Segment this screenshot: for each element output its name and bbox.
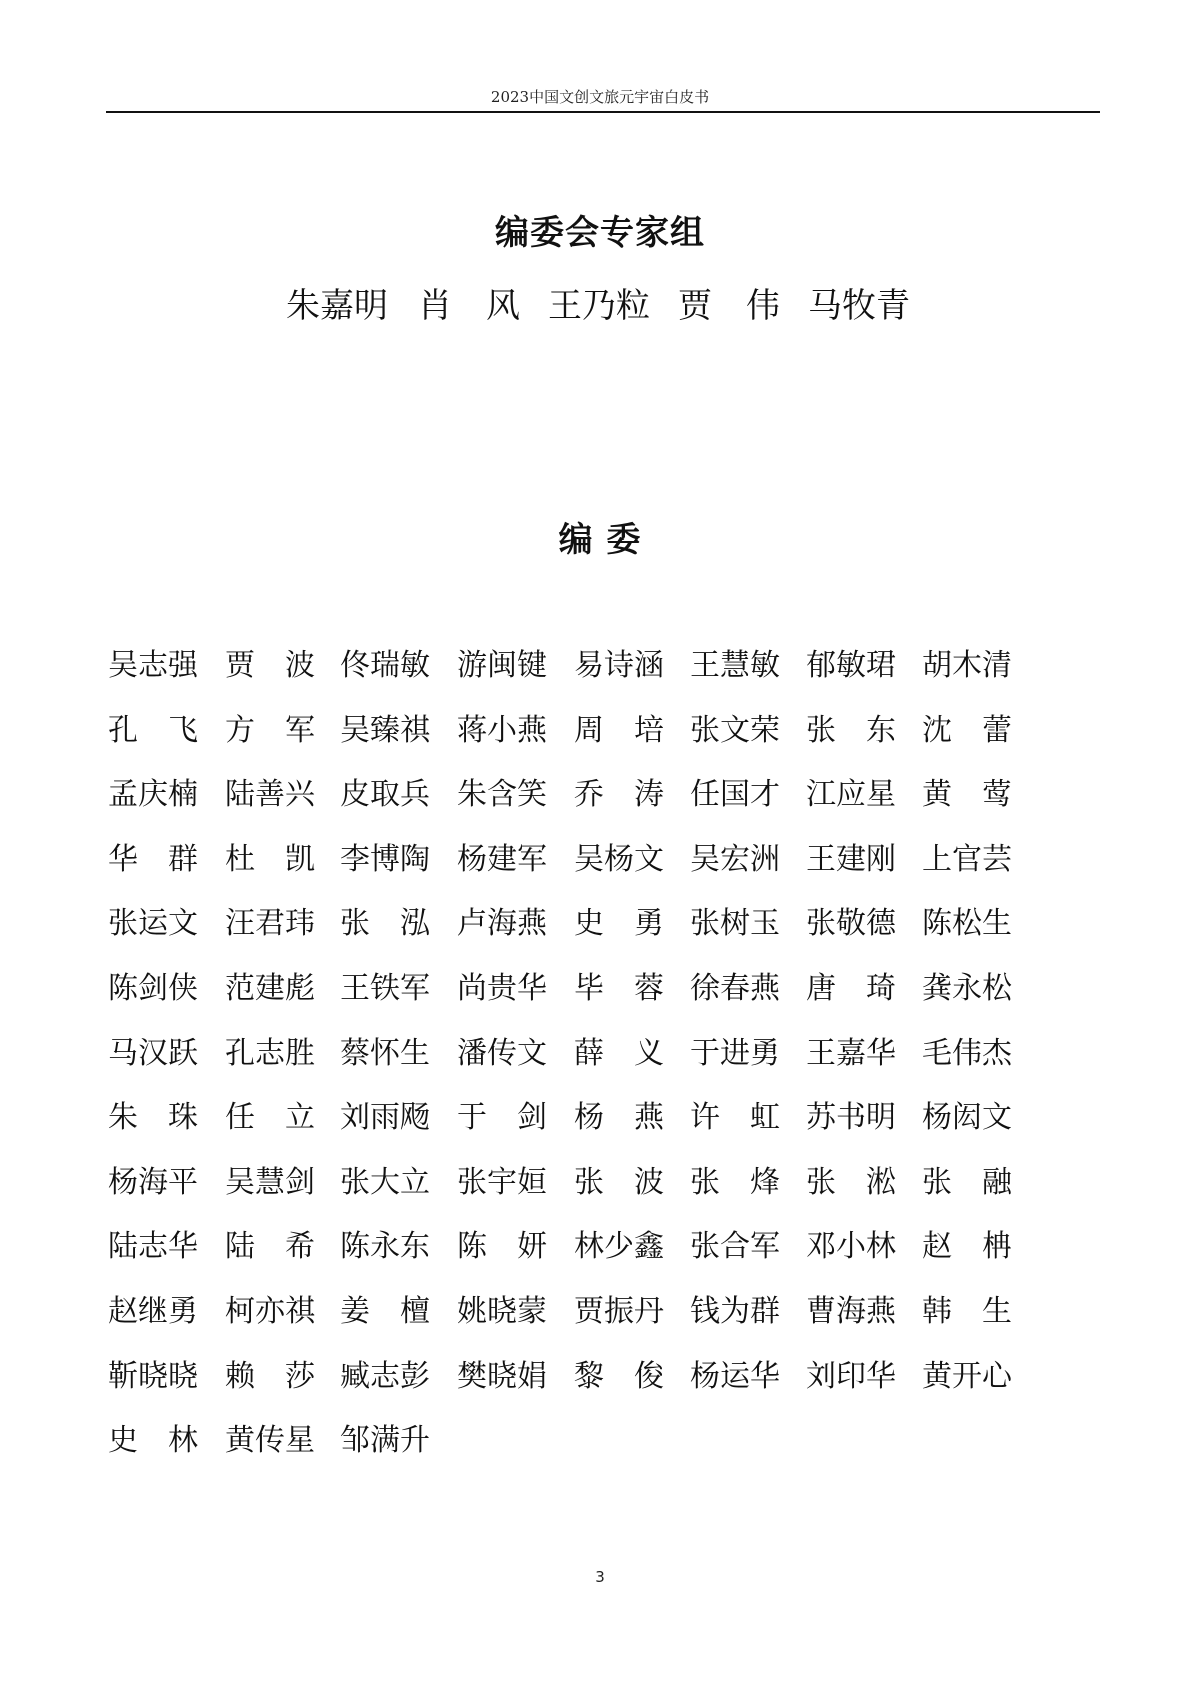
- committee-member: 许 虹: [690, 1100, 780, 1135]
- committee-member: 江应星: [806, 777, 896, 812]
- committee-member: 潘传文: [457, 1036, 547, 1071]
- committee-member: 马汉跃: [108, 1036, 198, 1071]
- committee-member: 陈永东: [340, 1229, 430, 1264]
- committee-member: 赵继勇: [108, 1294, 198, 1329]
- page-number: 3: [595, 1568, 605, 1586]
- committee-member: 黄开心: [922, 1359, 1012, 1394]
- committee-member: 龚永松: [922, 971, 1012, 1006]
- committee-member: 乔 涛: [574, 777, 664, 812]
- running-header-title: 2023中国文创文旅元宇宙白皮书: [490, 88, 710, 106]
- committee-member: 刘雨飏: [340, 1100, 430, 1135]
- committee-member: 王铁军: [340, 971, 430, 1006]
- committee-member: 韩 生: [922, 1294, 1012, 1329]
- committee-member: 孟庆楠: [108, 777, 198, 812]
- committee-member: 林少鑫: [574, 1229, 664, 1264]
- committee-member: 张敬德: [806, 906, 896, 941]
- committee-member: 汪君玮: [225, 906, 315, 941]
- committee-member: 孔志胜: [225, 1036, 315, 1071]
- committee-title: 编 委: [558, 520, 642, 560]
- committee-member: 孔 飞: [108, 713, 198, 748]
- committee-member: 皮取兵: [340, 777, 430, 812]
- expert-group-title: 编委会专家组: [495, 213, 705, 253]
- committee-member: 杨运华: [690, 1359, 780, 1394]
- committee-member: 杨闳文: [922, 1100, 1012, 1135]
- committee-member: 钱为群: [690, 1294, 780, 1329]
- committee-member: 吴宏洲: [690, 842, 780, 877]
- committee-member: 张 淞: [806, 1165, 896, 1200]
- committee-member: 邓小林: [806, 1229, 896, 1264]
- committee-member: 黎 俊: [574, 1359, 664, 1394]
- committee-member: 张合军: [690, 1229, 780, 1264]
- expert-group-members: [0, 278, 1200, 328]
- committee-member: 臧志彭: [340, 1359, 430, 1394]
- committee-member: 胡木清: [922, 648, 1012, 683]
- committee-member: 佟瑞敏: [340, 648, 430, 683]
- committee-member: 徐春燕: [690, 971, 780, 1006]
- committee-member: 于 剑: [457, 1100, 547, 1135]
- committee-member: 樊晓娟: [457, 1359, 547, 1394]
- committee-member: 张文荣: [690, 713, 780, 748]
- committee-member: 任国才: [690, 777, 780, 812]
- committee-member: 吴杨文: [574, 842, 664, 877]
- committee-member: 邹满升: [340, 1423, 430, 1458]
- committee-member: 张 融: [922, 1165, 1012, 1200]
- committee-member: 张运文: [108, 906, 198, 941]
- committee-member: 张 烽: [690, 1165, 780, 1200]
- committee-member: 王嘉华: [806, 1036, 896, 1071]
- committee-member: 易诗涵: [574, 648, 664, 683]
- committee-member: 吴志强: [108, 648, 198, 683]
- committee-member: 史 林: [108, 1423, 198, 1458]
- committee-member: 张 东: [806, 713, 896, 748]
- committee-member: 毛伟杰: [922, 1036, 1012, 1071]
- committee-member: 郁敏珺: [806, 648, 896, 683]
- expert-member: 肖 风: [418, 286, 520, 326]
- committee-member: 沈 蕾: [922, 713, 1012, 748]
- committee-member: 任 立: [225, 1100, 315, 1135]
- committee-member: 卢海燕: [457, 906, 547, 941]
- committee-member: 陈松生: [922, 906, 1012, 941]
- committee-member: 杨海平: [108, 1165, 198, 1200]
- committee-member: 陆善兴: [225, 777, 315, 812]
- committee-member: 曹海燕: [806, 1294, 896, 1329]
- committee-member: 蔡怀生: [340, 1036, 430, 1071]
- committee-member: 方 军: [225, 713, 315, 748]
- committee-member: 黄传星: [225, 1423, 315, 1458]
- committee-member: 王建刚: [806, 842, 896, 877]
- committee-member: 柯亦祺: [225, 1294, 315, 1329]
- committee-member: 蒋小燕: [457, 713, 547, 748]
- committee-member: 贾 波: [225, 648, 315, 683]
- expert-member: 贾 伟: [678, 286, 780, 326]
- committee-member: 陈 妍: [457, 1229, 547, 1264]
- committee-member: 李博陶: [340, 842, 430, 877]
- committee-member: 朱含笑: [457, 777, 547, 812]
- committee-member: 于进勇: [690, 1036, 780, 1071]
- committee-member: 张大立: [340, 1165, 430, 1200]
- committee-member: 王慧敏: [690, 648, 780, 683]
- committee-member: 陆志华: [108, 1229, 198, 1264]
- committee-member: 华 群: [108, 842, 198, 877]
- committee-member: 杜 凯: [225, 842, 315, 877]
- committee-member: 游闽键: [457, 648, 547, 683]
- expert-member: 朱嘉明: [286, 286, 388, 326]
- committee-member: 朱 珠: [108, 1100, 198, 1135]
- committee-member: 薛 义: [574, 1036, 664, 1071]
- committee-member: 陆 希: [225, 1229, 315, 1264]
- committee-member: 张 波: [574, 1165, 664, 1200]
- committee-member: 贾振丹: [574, 1294, 664, 1329]
- expert-member: 马牧青: [808, 286, 910, 326]
- committee-member: 张树玉: [690, 906, 780, 941]
- expert-member: 王乃粒: [548, 286, 650, 326]
- committee-member: 杨 燕: [574, 1100, 664, 1135]
- committee-member: 黄 莺: [922, 777, 1012, 812]
- committee-member: 赵 柟: [922, 1229, 1012, 1264]
- committee-member: 范建彪: [225, 971, 315, 1006]
- committee-member: 杨建军: [457, 842, 547, 877]
- committee-member: 史 勇: [574, 906, 664, 941]
- committee-member: 吴臻祺: [340, 713, 430, 748]
- committee-member: 上官芸: [922, 842, 1012, 877]
- committee-member: 赖 莎: [225, 1359, 315, 1394]
- committee-member: 刘印华: [806, 1359, 896, 1394]
- committee-member: 毕 蓉: [574, 971, 664, 1006]
- committee-member: 尚贵华: [457, 971, 547, 1006]
- committee-member: 张宇姮: [457, 1165, 547, 1200]
- committee-member: 姚晓蒙: [457, 1294, 547, 1329]
- committee-member: 唐 琦: [806, 971, 896, 1006]
- committee-member: 姜 檀: [340, 1294, 430, 1329]
- committee-member: 陈剑侠: [108, 971, 198, 1006]
- header-divider: [106, 111, 1100, 113]
- committee-member: 周 培: [574, 713, 664, 748]
- committee-member: 张 泓: [340, 906, 430, 941]
- committee-member: 吴慧剑: [225, 1165, 315, 1200]
- committee-member: 靳晓晓: [108, 1359, 198, 1394]
- committee-member: 苏书明: [806, 1100, 896, 1135]
